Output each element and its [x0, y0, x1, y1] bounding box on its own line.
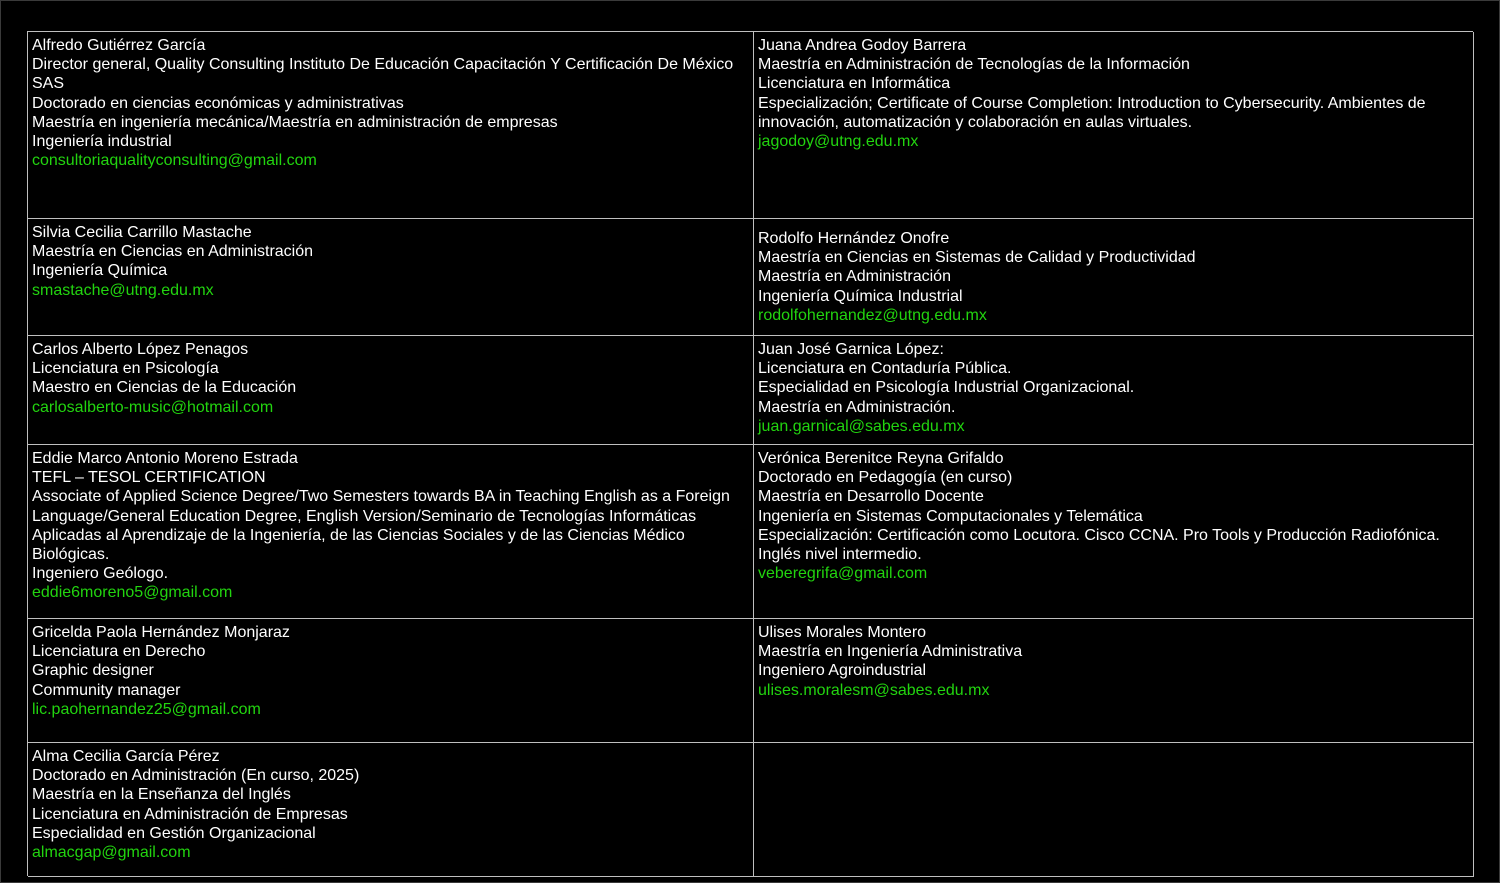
- contact-email-link[interactable]: ulises.moralesm@sabes.edu.mx: [758, 681, 990, 699]
- contact-cell: [28, 619, 754, 743]
- contact-name: Verónica Berenitce Reyna Grifaldo: [758, 450, 1004, 467]
- contact-email-link[interactable]: jagodoy@utng.edu.mx: [758, 133, 919, 151]
- contact-detail: Director general, Quality Consulting Instituto De Educación Capacitación Y Certificación De México SAS: [32, 56, 734, 93]
- contacts-table: [27, 31, 1473, 876]
- contact-detail: TEFL – TESOL CERTIFICATION: [32, 469, 266, 487]
- contact-detail: Ingeniero Geólogo.: [32, 565, 169, 583]
- contact-cell: [754, 336, 1474, 445]
- contact-cell: [28, 743, 754, 877]
- contact-cell: [754, 619, 1474, 743]
- contact-detail: Licenciatura en Administración de Empresas: [32, 805, 348, 823]
- contact-detail: Maestría en Administración de Tecnologías de la Información: [758, 56, 1190, 74]
- contact-detail: Especialidad en Psicología Industrial Organizacional.: [758, 379, 1135, 397]
- contact-name: Silvia Cecilia Carrillo Mastache: [32, 224, 252, 241]
- contact-detail: Ingeniero Agroindustrial: [758, 662, 927, 680]
- contact-name: Carlos Alberto López Penagos: [32, 341, 249, 358]
- contact-name: Alma Cecilia García Pérez: [32, 748, 220, 765]
- contact-detail: Ingeniería Química: [32, 262, 168, 280]
- contact-detail: Maestría en Administración.: [758, 398, 956, 416]
- contact-detail: Maestría en Ciencias en Sistemas de Calidad y Productividad: [758, 249, 1196, 267]
- contact-detail: Maestría en Ciencias en Administración: [32, 243, 314, 261]
- contact-cell: [28, 32, 754, 219]
- contact-detail: Maestría en la Enseñanza del Inglés: [32, 786, 291, 804]
- contact-detail: Especialidad en Gestión Organizacional: [32, 824, 316, 842]
- contact-detail: Ingeniería Química Industrial: [758, 287, 963, 305]
- contact-detail: Doctorado en Administración (En curso, 2025): [32, 767, 360, 785]
- contact-name: Juan José Garnica López:: [758, 341, 944, 358]
- contact-detail: Maestría en Ingeniería Administrativa: [758, 643, 1023, 661]
- contact-email-link[interactable]: juan.garnical@sabes.edu.mx: [758, 417, 965, 435]
- contact-email-link[interactable]: lic.paohernandez25@gmail.com: [32, 700, 261, 718]
- contact-detail: Ingeniería industrial: [32, 133, 172, 151]
- contact-name: Eddie Marco Antonio Moreno Estrada: [32, 450, 298, 467]
- contact-name: Gricelda Paola Hernández Monjaraz: [32, 624, 290, 641]
- contact-cell: [754, 445, 1474, 619]
- contact-name: Rodolfo Hernández Onofre: [758, 230, 950, 247]
- contact-cell: [754, 219, 1474, 336]
- contact-detail: Licenciatura en Contaduría Pública.: [758, 360, 1012, 378]
- contact-cell: [28, 219, 754, 336]
- contact-cell: [754, 32, 1474, 219]
- contact-name: Alfredo Gutiérrez García: [32, 37, 206, 54]
- contact-detail: Maestría en ingeniería mecánica/Maestría en administración de empresas: [32, 113, 558, 131]
- contact-detail: Maestría en Desarrollo Docente: [758, 488, 984, 506]
- contact-email-link[interactable]: almacgap@gmail.com: [32, 844, 191, 862]
- contact-detail: Graphic designer: [32, 662, 154, 680]
- contact-name: Ulises Morales Montero: [758, 624, 927, 641]
- contact-email-link[interactable]: consultoriaqualityconsulting@gmail.com: [32, 152, 317, 170]
- contact-cell: [28, 336, 754, 445]
- contact-detail: Licenciatura en Informática: [758, 75, 951, 93]
- contact-email-link[interactable]: carlosalberto-music@hotmail.com: [32, 398, 274, 416]
- contact-detail: Doctorado en Pedagogía (en curso): [758, 469, 1013, 487]
- contact-detail: Doctorado en ciencias económicas y administrativas: [32, 94, 404, 112]
- contact-email-link[interactable]: eddie6moreno5@gmail.com: [32, 584, 233, 602]
- contact-detail: Community manager: [32, 681, 181, 699]
- contact-email-link[interactable]: rodolfohernandez@utng.edu.mx: [758, 306, 987, 324]
- contact-detail: Maestría en Administración: [758, 268, 951, 286]
- contact-email-link[interactable]: veberegrifa@gmail.com: [758, 565, 928, 583]
- contact-detail: Especialización; Certificate of Course Completion: Introduction to Cybersecurity. Ambientes de innovación, automatización y colaboración en aulas virtuales.: [758, 94, 1426, 131]
- contact-email-link[interactable]: smastache@utng.edu.mx: [32, 281, 214, 299]
- contact-name: Juana Andrea Godoy Barrera: [758, 37, 967, 54]
- contact-detail: Licenciatura en Derecho: [32, 643, 206, 661]
- contact-detail: Associate of Applied Science Degree/Two Semesters towards BA in Teaching English as a Foreign Language/General Education Degree, English Version/Seminario de Tecnologías Informáticas Aplicadas al Aprendizaje de la Ingeniería, de las Ciencias Sociales y de las Ciencias Médico Biológicas.: [32, 488, 730, 564]
- contact-detail: Especialización: Certificación como Locutora. Cisco CCNA. Pro Tools y Producción Radiofónica. Inglés nivel intermedio.: [758, 526, 1440, 564]
- empty-cell: [754, 743, 1474, 877]
- contact-cell: [28, 445, 754, 619]
- contact-detail: Maestro en Ciencias de la Educación: [32, 379, 297, 397]
- contact-detail: Licenciatura en Psicología: [32, 360, 219, 378]
- contact-detail: Ingeniería en Sistemas Computacionales y Telemática: [758, 507, 1143, 525]
